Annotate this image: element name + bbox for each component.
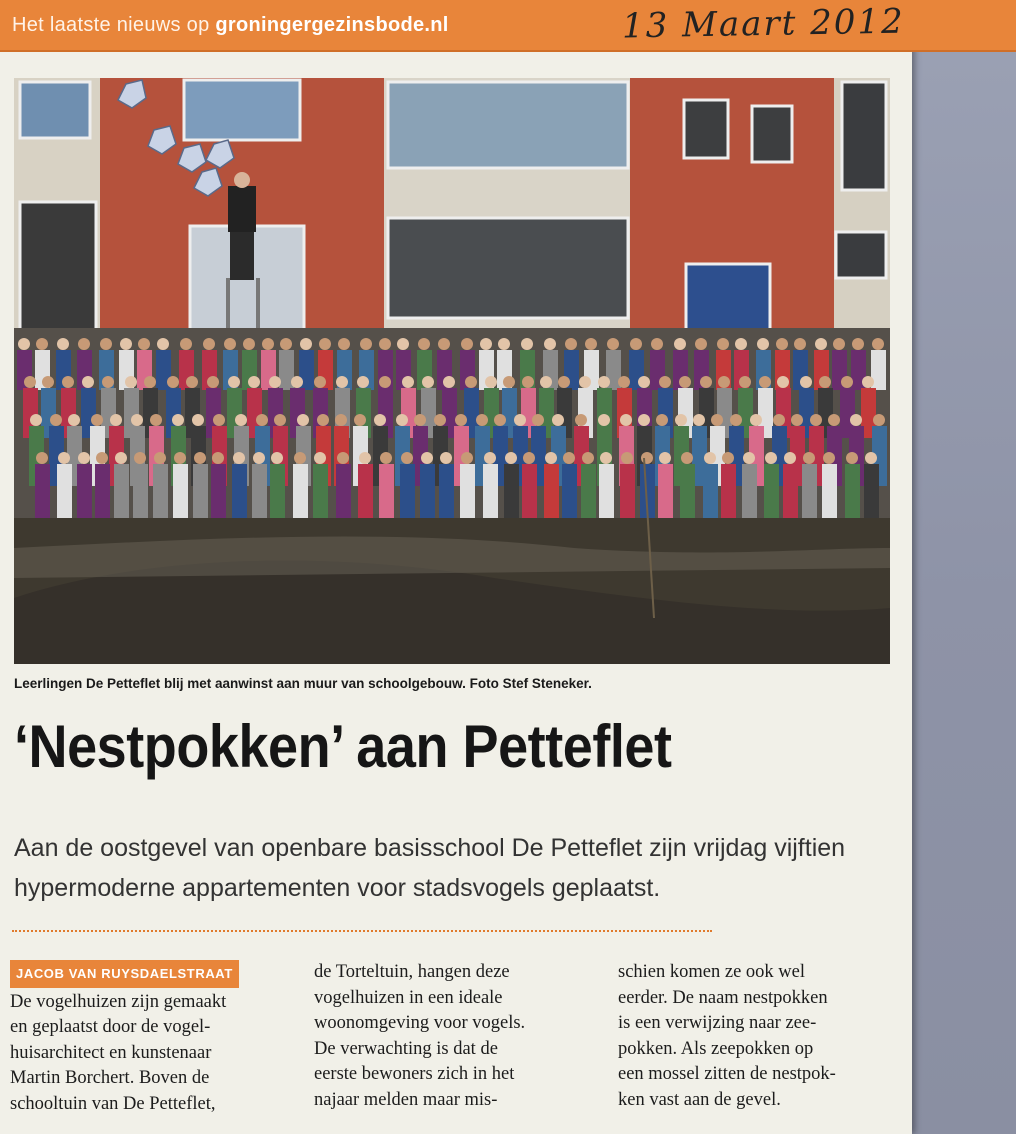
crowd-head bbox=[110, 414, 122, 426]
crowd-head bbox=[96, 452, 108, 464]
crowd-head bbox=[397, 338, 409, 350]
crowd-head bbox=[600, 452, 612, 464]
crowd-head bbox=[243, 338, 255, 350]
crowd-head bbox=[360, 338, 372, 350]
crowd-head bbox=[262, 338, 274, 350]
crowd-head bbox=[711, 414, 723, 426]
crowd-head bbox=[480, 338, 492, 350]
photo-caption: Leerlingen De Petteflet blij met aanwinst aan muur van schoolgebouw. Foto Stef Steneker. bbox=[14, 676, 592, 691]
crowd-head bbox=[476, 414, 488, 426]
crowd-head bbox=[540, 376, 552, 388]
crowd-head bbox=[582, 452, 594, 464]
dotted-divider bbox=[12, 930, 712, 932]
crowd-head bbox=[695, 338, 707, 350]
crowd-head bbox=[618, 376, 630, 388]
article-column-3 bbox=[618, 960, 900, 1113]
crowd-head bbox=[585, 338, 597, 350]
crowd-head bbox=[544, 338, 556, 350]
crowd-head bbox=[380, 452, 392, 464]
column-line: Martin Borchert. Boven de bbox=[10, 1068, 210, 1088]
column-line: eerste bewoners zich in het bbox=[314, 1064, 515, 1084]
column-line: De verwachting is dat de bbox=[314, 1038, 498, 1059]
crowd-head bbox=[659, 376, 671, 388]
crowd-head bbox=[735, 338, 747, 350]
crowd-head bbox=[319, 338, 331, 350]
crowd-head bbox=[651, 338, 663, 350]
crowd-head bbox=[514, 414, 526, 426]
crowd-head bbox=[213, 414, 225, 426]
banner-prefix: Het laatste nieuws op bbox=[12, 14, 210, 36]
crowd-head bbox=[461, 452, 473, 464]
crowd-head bbox=[563, 452, 575, 464]
crowd-head bbox=[598, 376, 610, 388]
crowd-head bbox=[186, 376, 198, 388]
crowd-head bbox=[800, 376, 812, 388]
crowd-head bbox=[120, 338, 132, 350]
crowd-head bbox=[300, 338, 312, 350]
crowd-head bbox=[78, 452, 90, 464]
crowd-head bbox=[314, 452, 326, 464]
crowd-head bbox=[434, 414, 446, 426]
crowd-head bbox=[852, 338, 864, 350]
crowd-head bbox=[681, 452, 693, 464]
crowd-head bbox=[314, 376, 326, 388]
crowd-head bbox=[379, 376, 391, 388]
crowd-head bbox=[357, 376, 369, 388]
crowd-head bbox=[336, 376, 348, 388]
site-banner bbox=[0, 0, 1016, 52]
crowd-head bbox=[203, 338, 215, 350]
crowd-head bbox=[743, 452, 755, 464]
crowd-head bbox=[872, 338, 884, 350]
crowd-head bbox=[228, 376, 240, 388]
crowd-head bbox=[359, 452, 371, 464]
crowd-head bbox=[865, 452, 877, 464]
crowd-head bbox=[157, 338, 169, 350]
crowd-head bbox=[154, 452, 166, 464]
crowd-head bbox=[414, 414, 426, 426]
crowd-head bbox=[465, 376, 477, 388]
crowd-head bbox=[833, 338, 845, 350]
crowd-head bbox=[58, 452, 70, 464]
column-line: schooltuin van De Petteflet, bbox=[10, 1093, 216, 1114]
crowd-head bbox=[522, 376, 534, 388]
crowd-head bbox=[174, 452, 186, 464]
crowd-head bbox=[484, 452, 496, 464]
crowd-head bbox=[503, 376, 515, 388]
crowd-head bbox=[656, 414, 668, 426]
crowd-head bbox=[784, 452, 796, 464]
column-line: huisarchitect en kunstenaar bbox=[10, 1042, 212, 1063]
crowd-head bbox=[57, 338, 69, 350]
crowd-head bbox=[722, 452, 734, 464]
crowd-head bbox=[704, 452, 716, 464]
crowd-head bbox=[78, 338, 90, 350]
crowd-head bbox=[396, 414, 408, 426]
crowd-head bbox=[815, 338, 827, 350]
crowd-head bbox=[50, 414, 62, 426]
crowd-head bbox=[819, 376, 831, 388]
crowd-head bbox=[461, 338, 473, 350]
crowd-head bbox=[700, 376, 712, 388]
crowd-head bbox=[68, 414, 80, 426]
crowd-head bbox=[579, 376, 591, 388]
crowd-head bbox=[233, 452, 245, 464]
crowd-head bbox=[739, 376, 751, 388]
banner-site-link[interactable]: groningergezinsbode.nl bbox=[215, 14, 449, 36]
crowd-head bbox=[91, 414, 103, 426]
crowd-head bbox=[144, 376, 156, 388]
crowd-head bbox=[598, 414, 610, 426]
crowd-head bbox=[630, 338, 642, 350]
crowd-head bbox=[167, 376, 179, 388]
banner-text bbox=[12, 14, 449, 37]
crowd-head bbox=[850, 414, 862, 426]
column-line: de Torteltuin, hangen deze bbox=[314, 962, 510, 982]
crowd-head bbox=[235, 414, 247, 426]
crowd-head bbox=[777, 376, 789, 388]
crowd-head bbox=[773, 414, 785, 426]
crowd-head bbox=[294, 452, 306, 464]
crowd-head bbox=[828, 414, 840, 426]
crowd-head bbox=[36, 452, 48, 464]
crowd-head bbox=[675, 414, 687, 426]
crowd-head bbox=[317, 414, 329, 426]
crowd-head bbox=[438, 338, 450, 350]
column-line: eerder. De naam nestpokken bbox=[618, 987, 828, 1008]
crowd-head bbox=[131, 414, 143, 426]
article-intro: Aan de oostgevel van openbare basisschool De Petteflet zijn vrijdag vijftien hypermoderne appartementen voor stadsvogels geplaatst. bbox=[14, 834, 846, 902]
crowd-head bbox=[641, 452, 653, 464]
crowd-head bbox=[498, 338, 510, 350]
article-kicker: JACOB VAN RUYSDAELSTRAAT bbox=[10, 960, 239, 988]
crowd-head bbox=[207, 376, 219, 388]
crowd-head bbox=[335, 414, 347, 426]
crowd-head bbox=[125, 376, 137, 388]
crowd-head bbox=[757, 338, 769, 350]
crowd-head bbox=[552, 414, 564, 426]
crowd-head bbox=[521, 338, 533, 350]
crowd-head bbox=[134, 452, 146, 464]
crowd-head bbox=[638, 376, 650, 388]
crowd-head bbox=[269, 376, 281, 388]
crowd-head bbox=[253, 452, 265, 464]
crowd-head bbox=[138, 338, 150, 350]
crowd-head bbox=[248, 376, 260, 388]
crowd-head bbox=[759, 376, 771, 388]
column-line: is een verwijzing naar zee- bbox=[618, 1013, 817, 1033]
crowd-head bbox=[765, 452, 777, 464]
crowd-head bbox=[545, 452, 557, 464]
crowd-head bbox=[401, 452, 413, 464]
crowd-head bbox=[443, 376, 455, 388]
crowd-head bbox=[455, 414, 467, 426]
crowd-head bbox=[224, 338, 236, 350]
crowd-head bbox=[776, 338, 788, 350]
crowd-head bbox=[485, 376, 497, 388]
crowd-head bbox=[718, 376, 730, 388]
column-line: woonomgeving voor vogels. bbox=[314, 1013, 526, 1033]
crowd-head bbox=[607, 338, 619, 350]
scanner-backdrop bbox=[900, 52, 1016, 1134]
crowd-head bbox=[532, 414, 544, 426]
crowd-head bbox=[337, 452, 349, 464]
crowd-head bbox=[256, 414, 268, 426]
crowd-head bbox=[565, 338, 577, 350]
crowd-head bbox=[421, 452, 433, 464]
crowd-head bbox=[194, 452, 206, 464]
crowd-head bbox=[422, 376, 434, 388]
column-line: en geplaatst door de vogel- bbox=[10, 1017, 211, 1037]
crowd-head bbox=[82, 376, 94, 388]
crowd-head bbox=[558, 376, 570, 388]
crowd-head bbox=[794, 338, 806, 350]
crowd-head bbox=[823, 452, 835, 464]
crowd-head bbox=[621, 452, 633, 464]
crowd-head bbox=[30, 414, 42, 426]
crowd-head bbox=[192, 414, 204, 426]
column-line: pokken. Als zeepokken op bbox=[618, 1038, 814, 1059]
crowd-head bbox=[679, 376, 691, 388]
crowd-head bbox=[180, 338, 192, 350]
crowd-head bbox=[115, 452, 127, 464]
crowd-head bbox=[494, 414, 506, 426]
crowd-head bbox=[674, 338, 686, 350]
article-column-2 bbox=[314, 960, 590, 1113]
crowd-head bbox=[62, 376, 74, 388]
crowd-head bbox=[42, 376, 54, 388]
crowd-head bbox=[750, 414, 762, 426]
column-line: schien komen ze ook wel bbox=[618, 962, 805, 982]
crowd-head bbox=[100, 338, 112, 350]
crowd-head bbox=[172, 414, 184, 426]
crowd-head bbox=[24, 376, 36, 388]
crowd-head bbox=[18, 338, 30, 350]
column-line: najaar melden maar mis- bbox=[314, 1089, 498, 1110]
crowd-head bbox=[379, 338, 391, 350]
column-line: vogelhuizen in een ideale bbox=[314, 987, 503, 1008]
article-photo bbox=[14, 78, 890, 664]
crowd-head bbox=[693, 414, 705, 426]
crowd-head bbox=[440, 452, 452, 464]
crowd-head bbox=[374, 414, 386, 426]
crowd-head bbox=[291, 376, 303, 388]
crowd-head bbox=[659, 452, 671, 464]
crowd-head bbox=[803, 452, 815, 464]
crowd-head bbox=[418, 338, 430, 350]
crowd-head bbox=[338, 338, 350, 350]
crowd-head bbox=[505, 452, 517, 464]
column-line: ken vast aan de gevel. bbox=[618, 1089, 781, 1110]
crowd-head bbox=[102, 376, 114, 388]
crowd-head bbox=[354, 414, 366, 426]
crowd-head bbox=[297, 414, 309, 426]
crowd-head bbox=[274, 414, 286, 426]
column-line: De vogelhuizen zijn gemaakt bbox=[10, 991, 227, 1012]
crowd-head bbox=[523, 452, 535, 464]
handwritten-date: 13 Maart 2012 bbox=[621, 1, 906, 47]
crowd-head bbox=[280, 338, 292, 350]
crowd-head bbox=[212, 452, 224, 464]
crowd-head bbox=[873, 414, 885, 426]
crowd-head bbox=[846, 452, 858, 464]
crowd-head bbox=[36, 338, 48, 350]
crowd-head bbox=[402, 376, 414, 388]
crowd-head bbox=[620, 414, 632, 426]
crowd-head bbox=[575, 414, 587, 426]
crowd-head bbox=[150, 414, 162, 426]
crowd-head bbox=[810, 414, 822, 426]
crowd-head bbox=[841, 376, 853, 388]
article-column-1 bbox=[10, 960, 290, 1117]
crowd-head bbox=[717, 338, 729, 350]
crowd-head bbox=[862, 376, 874, 388]
crowd-head bbox=[271, 452, 283, 464]
crowd-head bbox=[791, 414, 803, 426]
crowd-head bbox=[730, 414, 742, 426]
crowd-head bbox=[638, 414, 650, 426]
article-headline: ‘Nestpokken’ aan Petteflet bbox=[14, 713, 672, 780]
column-line: een mossel zitten de nestpok- bbox=[618, 1064, 836, 1084]
